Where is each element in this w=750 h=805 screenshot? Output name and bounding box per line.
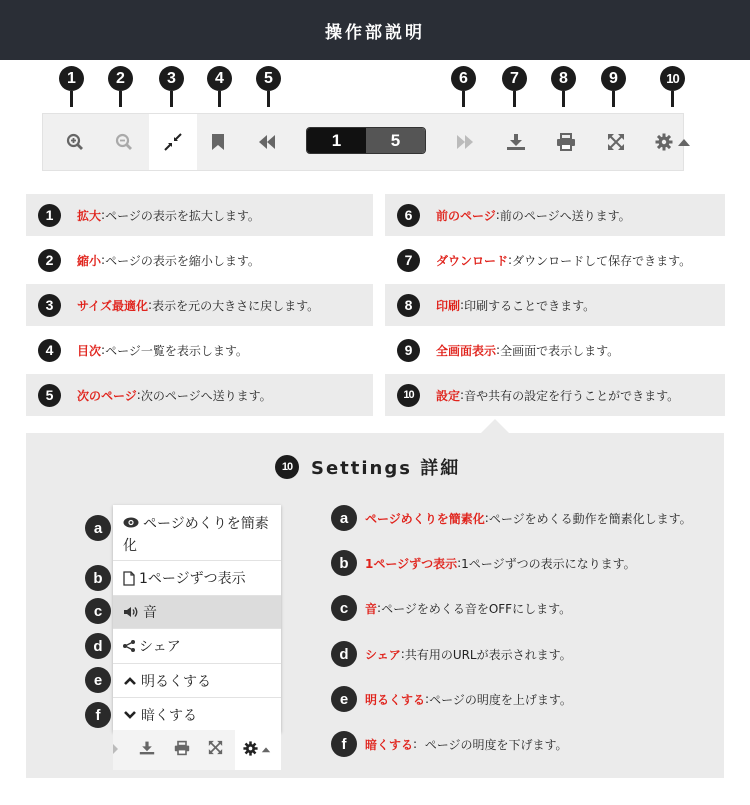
mini-settings-button[interactable] — [235, 730, 281, 770]
num-badge: 7 — [397, 249, 420, 272]
item-name: 前のページ — [436, 208, 496, 223]
zoom-in-button[interactable] — [63, 114, 87, 170]
item-name: 設定 — [436, 388, 461, 403]
toc-button[interactable] — [208, 114, 228, 170]
marker-9: 9 — [601, 66, 626, 91]
item-name: 縮小 — [77, 253, 102, 268]
setting-desc-b: b 1ページずつ表示 : 1ページずつの表示になります。 — [331, 550, 636, 576]
panel-pointer — [481, 419, 509, 433]
viewer-toolbar — [42, 113, 684, 171]
desc-row-8: 8 印刷 : 印刷することできます。 — [385, 284, 725, 326]
marker-10: 10 — [660, 66, 685, 91]
item-text: 印刷することできます。 — [464, 298, 596, 313]
menu-item-single-page[interactable] — [113, 561, 281, 596]
item-text: ページの表示を拡大します。 — [105, 208, 260, 223]
menu-label: 明るくする — [141, 673, 211, 690]
item-name: 印刷 — [436, 298, 461, 313]
settings-menu — [113, 505, 281, 732]
caret-up-icon — [261, 746, 271, 753]
page-title: 操作部説明 — [325, 22, 425, 43]
setting-desc-c: c 音 : ページをめくる音をOFFにします。 — [331, 595, 571, 621]
num-badge: 2 — [38, 249, 61, 272]
letter-badge: e — [331, 686, 357, 712]
desc-row-7: 7 ダウンロード : ダウンロードして保存できます。 — [385, 239, 725, 281]
item-text: 全画面で表示します。 — [500, 343, 620, 358]
menu-item-darken[interactable] — [113, 698, 281, 732]
total-pages: 5 — [366, 128, 425, 153]
desc-row-9: 9 全画面表示 : 全画面で表示します。 — [385, 329, 725, 371]
caret-up-icon — [677, 137, 691, 147]
marker-8: 8 — [551, 66, 576, 91]
current-page-field[interactable]: 1 — [307, 128, 366, 153]
page-counter — [306, 127, 426, 154]
page-header — [0, 0, 750, 60]
settings-title-text: Settings 詳細 — [311, 458, 461, 479]
fit-size-button[interactable] — [149, 114, 197, 170]
menu-label: 暗くする — [141, 708, 197, 724]
marker-4: 4 — [207, 66, 232, 91]
gear-icon — [243, 741, 258, 756]
item-name: 拡大 — [77, 208, 102, 223]
letter-badge: b — [331, 550, 357, 576]
desc-row-5: 5 次のページ : 次のページへ送ります。 — [26, 374, 373, 416]
item-text: 前のページへ送ります。 — [499, 208, 631, 223]
item-text: 音や共有の設定を行うことができます。 — [464, 388, 680, 403]
num-badge: 5 — [38, 384, 61, 407]
letter-badge: f — [331, 731, 357, 757]
num-badge: 10 — [275, 455, 299, 479]
letter-badge-d: d — [85, 633, 111, 659]
item-text: ダウンロードして保存できます。 — [512, 253, 692, 268]
desc-row-3: 3 サイズ最適化 : 表示を元の大きさに戻します。 — [26, 284, 373, 326]
letter-badge-f: f — [85, 702, 111, 728]
item-text: ページ一覧を表示します。 — [105, 343, 248, 358]
bookmark-icon — [211, 133, 225, 151]
letter-badge-b: b — [85, 565, 111, 591]
double-chevron-left-icon — [257, 134, 277, 150]
menu-item-simplify-flip[interactable] — [113, 505, 281, 561]
prev-page-button[interactable] — [453, 114, 477, 170]
menu-item-brighten[interactable] — [113, 664, 281, 698]
num-badge: 3 — [38, 294, 61, 317]
printer-icon — [174, 740, 190, 756]
item-name: 目次 — [77, 343, 102, 358]
item-name: 全画面表示 — [436, 343, 497, 358]
gear-icon — [655, 133, 673, 151]
menu-item-share[interactable] — [113, 629, 281, 664]
letter-badge: d — [331, 641, 357, 667]
marker-1: 1 — [59, 66, 84, 91]
letter-badge: c — [331, 595, 357, 621]
volume-icon — [123, 606, 139, 618]
item-text: ページの表示を縮小します。 — [105, 253, 260, 268]
desc-row-2: 2 縮小 : ページの表示を縮小します。 — [26, 239, 373, 281]
eye-icon — [123, 517, 139, 528]
marker-5: 5 — [256, 66, 281, 91]
item-text: 表示を元の大きさに戻します。 — [152, 298, 320, 313]
fullscreen-button[interactable] — [604, 114, 628, 170]
letter-badge-e: e — [85, 667, 111, 693]
download-icon — [506, 133, 526, 151]
download-button[interactable] — [504, 114, 528, 170]
marker-3: 3 — [159, 66, 184, 91]
desc-row-1: 1 拡大 : ページの表示を拡大します。 — [26, 194, 373, 236]
setting-desc-a: a ページめくりを簡素化 : ページをめくる動作を簡素化します。 — [331, 505, 692, 531]
menu-label: シェア — [139, 639, 181, 655]
share-icon — [123, 640, 135, 652]
item-name: 次のページ — [77, 388, 137, 403]
marker-6: 6 — [451, 66, 476, 91]
settings-button[interactable] — [651, 114, 695, 170]
letter-badge-a: a — [85, 515, 111, 541]
menu-label: 1ページずつ表示 — [139, 571, 246, 587]
num-badge: 1 — [38, 204, 61, 227]
desc-row-10: 10 設定 : 音や共有の設定を行うことができます。 — [385, 374, 725, 416]
letter-badge-c: c — [85, 598, 111, 624]
menu-label: 音 — [143, 605, 157, 621]
zoom-out-icon — [115, 133, 133, 151]
item-name: ダウンロード — [436, 253, 509, 268]
menu-label: ページめくりを簡素化 — [123, 516, 269, 554]
chevron-up-icon — [123, 676, 137, 686]
marker-7: 7 — [502, 66, 527, 91]
zoom-out-button[interactable] — [112, 114, 136, 170]
shrink-arrows-icon — [163, 132, 183, 152]
marker-2: 2 — [108, 66, 133, 91]
desc-row-4: 4 目次 : ページ一覧を表示します。 — [26, 329, 373, 371]
chevron-right-icon — [113, 744, 119, 754]
expand-icon — [208, 740, 223, 755]
double-chevron-right-icon — [455, 134, 475, 150]
settings-title — [275, 454, 460, 480]
desc-row-6: 6 前のページ : 前のページへ送ります。 — [385, 194, 725, 236]
menu-item-sound[interactable] — [113, 596, 281, 629]
num-badge: 4 — [38, 339, 61, 362]
setting-desc-f: f 暗くする : ページの明度を下げます。 — [331, 731, 568, 757]
page-icon — [123, 571, 135, 586]
mini-toolbar — [113, 730, 281, 770]
expand-icon — [607, 133, 625, 151]
next-page-button[interactable] — [255, 114, 279, 170]
num-badge: 6 — [397, 204, 420, 227]
item-text: 次のページへ送ります。 — [140, 388, 272, 403]
setting-desc-d: d シェア : 共有用のURLが表示されます。 — [331, 641, 572, 667]
download-icon — [139, 740, 155, 756]
item-name: サイズ最適化 — [77, 298, 149, 313]
setting-desc-e: e 明るくする : ページの明度を上げます。 — [331, 686, 572, 712]
num-badge: 10 — [397, 384, 420, 407]
letter-badge: a — [331, 505, 357, 531]
num-badge: 8 — [397, 294, 420, 317]
num-badge: 9 — [397, 339, 420, 362]
chevron-down-icon — [123, 710, 137, 720]
zoom-in-icon — [66, 133, 84, 151]
print-button[interactable] — [554, 114, 578, 170]
printer-icon — [556, 133, 576, 151]
